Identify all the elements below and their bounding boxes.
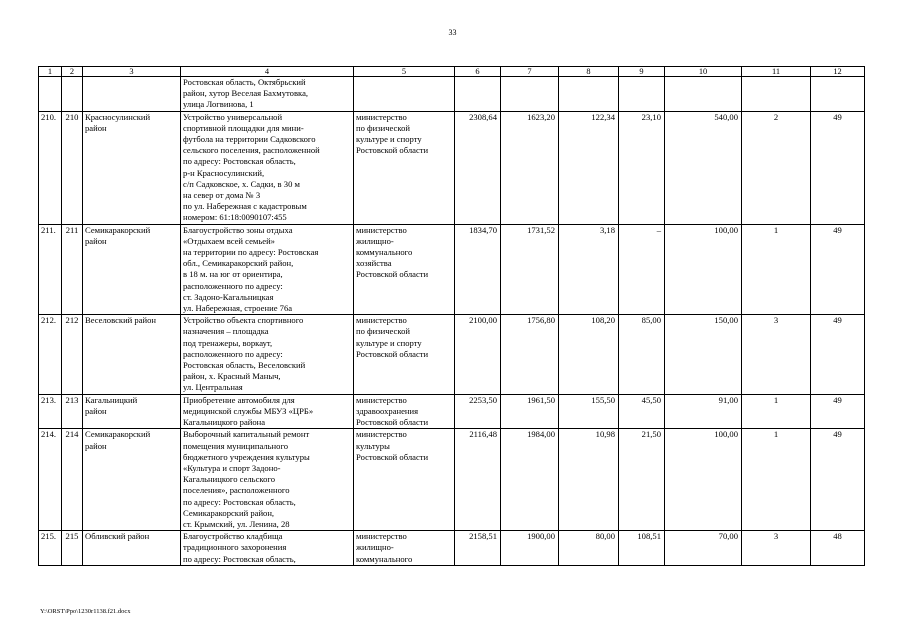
value-col-8: 122,34 [559, 111, 619, 224]
project-description-line: «Культура и спорт Задоно- [183, 462, 281, 473]
value-col-8: 3,18 [559, 224, 619, 315]
column-header-11: 11 [742, 67, 811, 77]
ministry-line: Ростовской области [356, 145, 429, 156]
row-number: 212. [39, 315, 62, 394]
table-row [39, 111, 865, 224]
district-line: Красносулинский [85, 111, 151, 122]
project-description-line: в 18 м. на юг от ориентира, [183, 269, 283, 280]
value-col-6: 2116,48 [455, 429, 501, 531]
appendix-table [38, 66, 865, 566]
value-col-11: 1 [742, 224, 811, 315]
ministry-line: жилищно- [356, 542, 394, 553]
project-description-line: на север от дома № 3 [183, 190, 261, 201]
column-header-10: 10 [665, 67, 742, 77]
value-col-9: 108,51 [619, 531, 665, 566]
ministry-line: министерство [356, 224, 407, 235]
row-number: 211. [39, 224, 62, 315]
value-col-9: 23,10 [619, 111, 665, 224]
value-col-6: 1834,70 [455, 224, 501, 315]
value-col-11: 2 [742, 111, 811, 224]
project-description-line: Ростовская область, Веселовский [183, 360, 306, 371]
value-col-9: – [619, 224, 665, 315]
value-col-12: 49 [811, 429, 865, 531]
project-description-line: поселения», расположенного [183, 485, 290, 496]
ministry-line: хозяйства [356, 258, 392, 269]
ministry-line: коммунального [356, 247, 413, 258]
project-description-line: Приобретение автомобиля для [183, 394, 295, 405]
project-description-line: Кагальницкого района [183, 417, 266, 428]
value-col-6: 2158,51 [455, 531, 501, 566]
district-line: район [85, 235, 107, 246]
project-description [181, 224, 354, 315]
project-description-line: традиционного захоронения [183, 542, 287, 553]
project-description-line: назначения – площадка [183, 326, 269, 337]
district-line: Семикаракорский [85, 429, 151, 440]
ministry-line: министерство [356, 531, 407, 542]
ministry-line: Ростовской области [356, 417, 429, 428]
column-header-8: 8 [559, 67, 619, 77]
value-col-10: 100,00 [665, 224, 742, 315]
value-col-7: 1961,50 [501, 394, 559, 429]
ministry [354, 315, 455, 394]
district [83, 429, 181, 531]
district-line: Семикаракорский [85, 224, 151, 235]
table-row [39, 315, 865, 394]
value-col-12: 48 [811, 531, 865, 566]
value-col-7: 1900,00 [501, 531, 559, 566]
project-description-line: Семикаракорский район, [183, 507, 275, 518]
district-line: район [85, 405, 107, 416]
ministry-line: культуре и спорту [356, 134, 422, 145]
value-col-9: 21,50 [619, 429, 665, 531]
page-number: 33 [448, 28, 457, 37]
project-description-line: по адресу: Ростовская область, [183, 496, 296, 507]
ministry-line: культуры [356, 440, 390, 451]
file-path-footer: Y:\ORST\Ppo\1230r1138.f21.docx [40, 608, 131, 615]
table-row [39, 531, 865, 566]
value-col-6: 2308,64 [455, 111, 501, 224]
value-col-11: 3 [742, 315, 811, 394]
address-line: улица Логвинова, 1 [183, 99, 254, 110]
project-description-line: по ул. Набережная с кадастровым [183, 201, 307, 212]
column-header-9: 9 [619, 67, 665, 77]
project-description-line: номером: 61:18:0090107:455 [183, 212, 287, 223]
table-row [39, 429, 865, 531]
header-row [39, 67, 865, 77]
project-description-line: расположенного по адресу: [183, 280, 283, 291]
ministry-line: министерство [356, 315, 407, 326]
district [83, 224, 181, 315]
project-description-line: по адресу: Ростовская область, [183, 156, 296, 167]
value-col-11: 1 [742, 429, 811, 531]
project-description-line: район, х. Красный Маныч, [183, 371, 281, 382]
project-description [181, 111, 354, 224]
address-line: район, хутор Веселая Бахмутовка, [183, 88, 309, 99]
district-line: Веселовский район [85, 315, 157, 326]
ministry [354, 224, 455, 315]
column-header-12: 12 [811, 67, 865, 77]
project-description-line: ул. Набережная, строение 76а [183, 303, 293, 314]
ministry-line: здравоохранения [356, 405, 419, 416]
continuation-row [39, 77, 865, 112]
project-description-line: помещения муниципального [183, 440, 289, 451]
item-number: 213 [62, 394, 83, 429]
continuation-address [181, 77, 354, 112]
value-col-12: 49 [811, 224, 865, 315]
district-line: Обливский район [85, 531, 150, 542]
district-line: район [85, 122, 107, 133]
value-col-10: 70,00 [665, 531, 742, 566]
project-description [181, 315, 354, 394]
value-col-11: 1 [742, 394, 811, 429]
item-number: 211 [62, 224, 83, 315]
district [83, 394, 181, 429]
district [83, 531, 181, 566]
value-col-7: 1984,00 [501, 429, 559, 531]
district-line: район [85, 440, 107, 451]
district-line: Кагальницкий [85, 394, 138, 405]
value-col-10: 100,00 [665, 429, 742, 531]
table-row [39, 394, 865, 429]
project-description-line: Устройство объекта спортивного [183, 315, 304, 326]
ministry-line: по физической [356, 122, 411, 133]
ministry [354, 429, 455, 531]
column-header-3: 3 [83, 67, 181, 77]
project-description-line: р-н Красносулинский, [183, 167, 265, 178]
project-description-line: ст. Крымский, ул. Ленина, 28 [183, 518, 290, 529]
column-header-6: 6 [455, 67, 501, 77]
project-description-line: ул. Центральная [183, 382, 243, 393]
ministry-line: министерство [356, 429, 407, 440]
column-header-4: 4 [181, 67, 354, 77]
ministry-line: Ростовской области [356, 451, 429, 462]
project-description-line: обл., Семикаракорский район, [183, 258, 294, 269]
project-description-line: Благоустройство зоны отдыха [183, 224, 293, 235]
project-description-line: под тренажеры, воркаут, [183, 337, 273, 348]
ministry-line: Ростовской области [356, 269, 429, 280]
value-col-10: 91,00 [665, 394, 742, 429]
value-col-12: 49 [811, 315, 865, 394]
value-col-8: 108,20 [559, 315, 619, 394]
project-description-line: с/п Садковское, х. Садки, в 30 м [183, 178, 300, 189]
project-description-line: Устройство универсальной [183, 111, 283, 122]
ministry-line: по физической [356, 326, 411, 337]
ministry-line: жилищно- [356, 235, 394, 246]
address-line: Ростовская область, Октябрьский [183, 77, 306, 87]
project-description-line: футбола на территории Садковского [183, 134, 316, 145]
project-description-line: медицинской службы МБУЗ «ЦРБ» [183, 405, 314, 416]
ministry [354, 111, 455, 224]
column-header-5: 5 [354, 67, 455, 77]
value-col-10: 150,00 [665, 315, 742, 394]
item-number: 210 [62, 111, 83, 224]
project-description-line: «Отдыхаем всей семьей» [183, 235, 275, 246]
value-col-8: 80,00 [559, 531, 619, 566]
value-col-7: 1731,52 [501, 224, 559, 315]
item-number: 214 [62, 429, 83, 531]
project-description-line: по адресу: Ростовская область, [183, 553, 296, 564]
value-col-6: 2253,50 [455, 394, 501, 429]
district [83, 315, 181, 394]
value-col-7: 1623,20 [501, 111, 559, 224]
row-number: 210. [39, 111, 62, 224]
project-description-line: Кагальницкого сельского [183, 474, 276, 485]
item-number: 215 [62, 531, 83, 566]
district [83, 111, 181, 224]
value-col-8: 10,98 [559, 429, 619, 531]
project-description-line: расположенного по адресу: [183, 348, 283, 359]
column-header-7: 7 [501, 67, 559, 77]
value-col-6: 2100,00 [455, 315, 501, 394]
ministry [354, 394, 455, 429]
ministry-line: коммунального [356, 553, 413, 564]
project-description [181, 531, 354, 566]
column-header-1: 1 [39, 67, 62, 77]
value-col-9: 85,00 [619, 315, 665, 394]
project-description-line: бюджетного учреждения культуры [183, 451, 310, 462]
value-col-12: 49 [811, 111, 865, 224]
value-col-7: 1756,80 [501, 315, 559, 394]
project-description-line: Благоустройство кладбища [183, 531, 283, 542]
project-description-line: спортивной площадки для мини- [183, 122, 304, 133]
project-description-line: ст. Задоно-Кагальницкая [183, 291, 274, 302]
ministry [354, 531, 455, 566]
project-description [181, 429, 354, 531]
ministry-line: министерство [356, 111, 407, 122]
column-header-2: 2 [62, 67, 83, 77]
value-col-8: 155,50 [559, 394, 619, 429]
value-col-11: 3 [742, 531, 811, 566]
project-description [181, 394, 354, 429]
item-number: 212 [62, 315, 83, 394]
ministry-line: культуре и спорту [356, 337, 422, 348]
row-number: 214. [39, 429, 62, 531]
value-col-9: 45,50 [619, 394, 665, 429]
table-row [39, 224, 865, 315]
value-col-12: 49 [811, 394, 865, 429]
value-col-10: 540,00 [665, 111, 742, 224]
project-description-line: Выборочный капитальный ремонт [183, 429, 310, 440]
ministry-line: министерство [356, 394, 407, 405]
project-description-line: на территории по адресу: Ростовская [183, 247, 319, 258]
row-number: 213. [39, 394, 62, 429]
project-description-line: сельского поселения, расположенной [183, 145, 320, 156]
ministry-line: Ростовской области [356, 348, 429, 359]
row-number: 215. [39, 531, 62, 566]
